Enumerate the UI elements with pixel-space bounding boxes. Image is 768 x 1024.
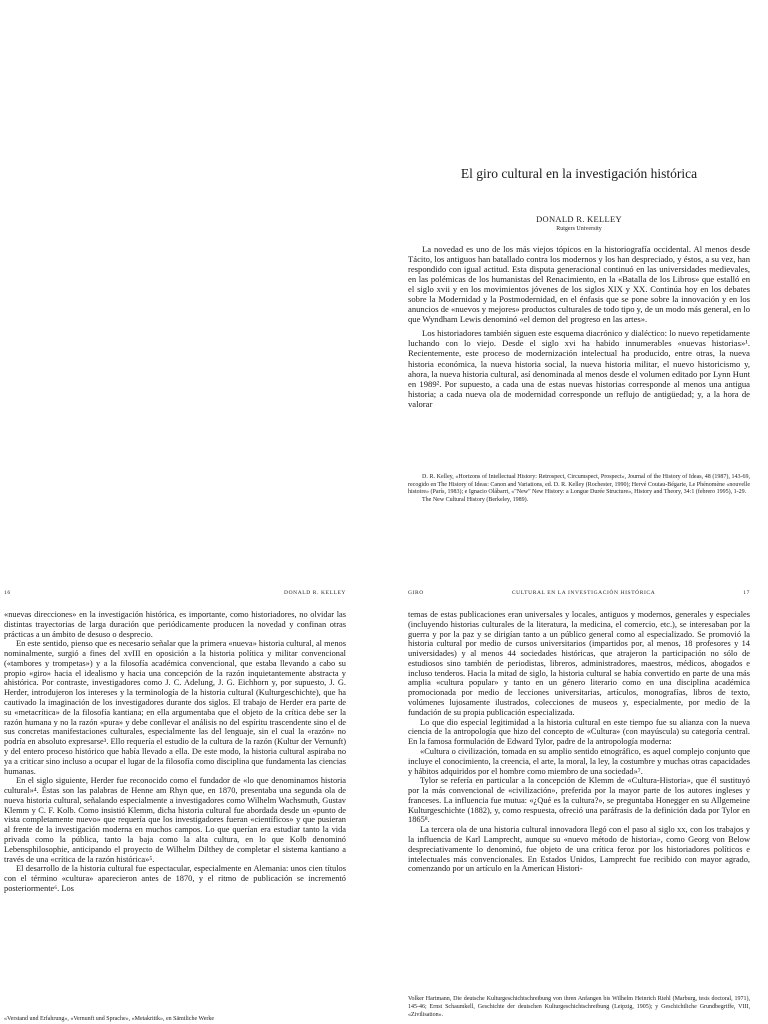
paragraph: La tercera ola de una historia cultural innovadora llegó con el paso al siglo xx, con los trabajos y la influencia de Karl Lamprecht, aunque su «nuevo método de historia», como Georg von Below despreciativamente lo denominó, fue objeto de una crítica feroz por los historiadores políticos e intelectuales más convencionales. En Estados Unidos, Lamprecht fue recibido con mayor agrado, comenzando por un artículo en la American Histori- (408, 825, 750, 874)
paragraph: El desarrollo de la historia cultural fue espectacular, especialmente en Alemania: unos cien títulos con el término «cultura» aparecieron antes de 1870, y el ritmo de publicación se incrementó posteriormente⁶. Los (4, 864, 346, 893)
running-head-title: CULTURAL EN LA INVESTIGACIÓN HISTÓRICA (511, 590, 656, 596)
right-page (384, 582, 768, 1024)
footnote: The New Cultural History (Berkeley, 1989). (422, 497, 529, 504)
author-name: DONALD R. KELLEY (536, 214, 622, 224)
body-text (4, 610, 346, 894)
running-head-author: DONALD R. KELLEY (284, 590, 346, 596)
quotation: «Cultura o civilización, tomada en su amplio sentido etnográfico, es aquel complejo conjunto que incluye el conocimiento, la creencia, el arte, la moral, la ley, la costumbre y muchas otras capacidades y hábitos adquiridos por el hombre como miembro de una sociedad»⁷. (408, 746, 750, 776)
paragraph: La novedad es uno de los más viejos tópicos en la historiografía occidental. Al menos desde Tácito, los antiguos han batallado contra los modernos y los han despreciado, y éstos, a su vez, han respondido con igual actitud. Esta disputa generacional continuó en las universidades medievales, en las polémicas de los humanistas del Renacimiento, en la «Batalla de los Libros» que estalló en el siglo xvii y en los movimientos jóvenes de los siglos XIX y XX. Continúa hoy en los debates sobre la Modernidad y la Postmodernidad, en el énfasis que se pone sobre la innovación y en los anuncios de «nuevos y mejores» productos culturales de todo tipo y, de un modo más general, en lo que Wyndham Lewis denominó «el demon del progreso en las artes». (408, 244, 750, 325)
body-text (408, 610, 750, 874)
footnote: «Verstand und Erfahrung», «Vernunft und Sprache», «Metakritik», en Sämtliche Werke (4, 1016, 215, 1022)
opening-text (408, 244, 750, 413)
footnote-rule (408, 990, 750, 991)
running-head-left: GIRO (408, 590, 424, 596)
paragraph: Los historiadores también siguen este esquema diacrónico y dialéctico: lo nuevo repetidamente luchando con lo viejo. Desde el siglo xvi ha habido innumerables «nuevas historias»¹. Recientemente, este proceso de modernización intelectual ha producido, entre otras, la nueva historia económica, la nueva historia social, la nueva historia militar, el nuevo historicismo y, ahora, la nueva historia cultural, así denominada al menos desde el volumen editado por Lynn Hunt en 1989². Por supuesto, a cada una de estas nuevas historias corresponde al menos una antigua historia; a cada nueva ola de modernidad corresponde un reflujo de antigüedad; y, a la hora de valorar (408, 328, 750, 409)
paper-title: El giro cultural en la investigación histórica (460, 166, 698, 181)
author-affiliation: Rutgers University (556, 226, 602, 232)
footnote: D. R. Kelley, «Horizons of Intellectual History: Retrospect, Circumspect, Prospect», Journal of the History of Ideas, 48 (1987), 143-69, recogido en The History of Ideas: Canon and Variations, ed. D. R. Kelley (Rochester, 1990); Hervé Coutau-Bégarie, Le Phénomène «nouvelle histoire» (París, 1983); e Ignacio Olábarri, «"New" New History: a Longue Durée Structure», History and Theory, 34:1 (febrero 1995), 1-29. (408, 474, 750, 496)
paragraph: Lo que dio especial legitimidad a la historia cultural en este tiempo fue su alianza con la nueva ciencia de la antropología que hizo del concepto de «Cultura» (con mayúscula) su categoría central. En la famosa formulación de Edward Tylor, padre de la antropología moderna: (408, 717, 750, 747)
paragraph: Tylor se refería en particular a la concepción de Klemm de «Cultura-Historia», que él sustituyó por la más convencional de «civilización», preferida por la mayor parte de los autores ingleses y franceses. La influencia fue mutua: «¿Qué es la cultura?», se preguntaba Honegger en su Allgemeine Kulturgeschichte (1882), y, como respuesta, ofreció una paráfrasis de la definición dada por Tylor en 1865⁸. (408, 776, 750, 825)
page-number: 16 (4, 590, 11, 596)
paragraph: temas de estas publicaciones eran universales y locales, antiguos y modernos, generales y especiales (incluyendo historias culturales de la literatura, la medicina, el comercio, etc.), se interesaban por la guerra y por la paz y se dirigían tanto a un público general como al especializado. Se promovió la historia cultural por medio de cursos universitarios (impartidos por, al menos, 18 profesores y 14 universidades) y al menos 44 sociedades históricas, que atrajeron la participación no sólo de estudiosos sino también de periodistas, libreros, administradores, maestros, médicos, abogados e incluso tenderos. Hacia la mitad de siglo, la historia cultural se había convertido en parte de una más amplia «cultura popular» y tanto en un género literario como en una disciplina académica promocionada por medio de lecciones universitarias, artículos, monografías, libros de texto, volúmenes lujosamente ilustrados, colecciones de museos y, especialmente, por medio de la fundación de su propia publicación especializada. (408, 610, 750, 717)
page-number: 17 (743, 590, 750, 596)
footnote: Volker Hartmann, Die deutsche Kulturgeschichtschreibung von ihren Anfangen bis Wilhelm Heinrich Riehl (Marburg, tesis doctoral, 1971), 145-46; Ernst Schaumkell, Geschichte der deutschen Kulturgeschichtschreibung (Leipzig, 1905); y Geschichtliche Grundbegriffe, VIII, «Zivilisation». (408, 996, 750, 1018)
paragraph: «nuevas direcciones» en la investigación histórica, es importante, como historiadores, no olvidar las distintas trayectorias de larga duración que periódicamente producen la novedad y confinan otras prácticas a un ámbito de desuso o desprecio. (4, 610, 346, 639)
running-header (408, 590, 750, 596)
title-block (408, 166, 750, 232)
left-page (0, 582, 384, 1024)
footnotes (408, 474, 750, 505)
paragraph: En el siglo siguiente, Herder fue reconocido como el fundador de «lo que denominamos historia cultural»⁴. Éstas son las palabras de Henne am Rhyn que, en 1870, presentaba una segunda ola de nueva historia cultural, señalando especialmente a investigadores como Wilhelm Wachsmuth, Gustav Klemm y C. F. Kolb. Como insistió Klemm, dicha historia cultural fue abordada desde un «punto de vista completamente nuevo» que requería que los investigadores fueran «científicos» y que pusieran al frente de la investigación moderna en muchos campos. Lo que querían era estudiar tanto la vida privada como la pública, tanto la baja como la alta cultura, en lo que Kolb denominó Lebensphilosophie, anticipando el proyecto de Wilhelm Dilthey de completar el sistema kantiano a través de una «crítica de la razón histórica»⁵. (4, 776, 346, 864)
paragraph: En este sentido, pienso que es necesario señalar que la primera «nueva» historia cultural, al menos nominalmente, surgió a fines del xvIII en oposición a la historia política y militar convencional («tambores y trompetas») y a la filosofía académica convencional, que estaba llevando a cabo su propio «giro» hacia el idealismo y hacia una concepción de la razón inquietantemente abstracta y ahistórica. Por contraste, investigadores como J. C. Adelung, J. G. Eichhorn y, por supuesto, J. G. Herder, introdujeron los intereses y la terminología de la historia cultural (Kulturgeschichte), que ha cautivado la imaginación de los investigadores durante dos siglos. El trabajo de Herder era parte de su «metacrítica» de la filosofía kantiana; en ella argumentaba que el objeto de la crítica debe ser la razón humana y no la razón «pura» y debe conllevar el análisis no del espíritu trascendente sino el de sus concretas manifestaciones culturales, especialmente las del lenguaje, sin el cual la «razón» no podría en absoluto expresarse³. Ello requería el estudio de la cultura de la razón (Kultur der Vernunft) y del entero proceso histórico que había llevado a ella. De este modo, la historia cultural aspiraba no ya a criticar sino incluso a ocupar el lugar de la filosofía como disciplina que fundamenta las ciencias humanas. (4, 639, 346, 776)
running-header (4, 590, 346, 596)
